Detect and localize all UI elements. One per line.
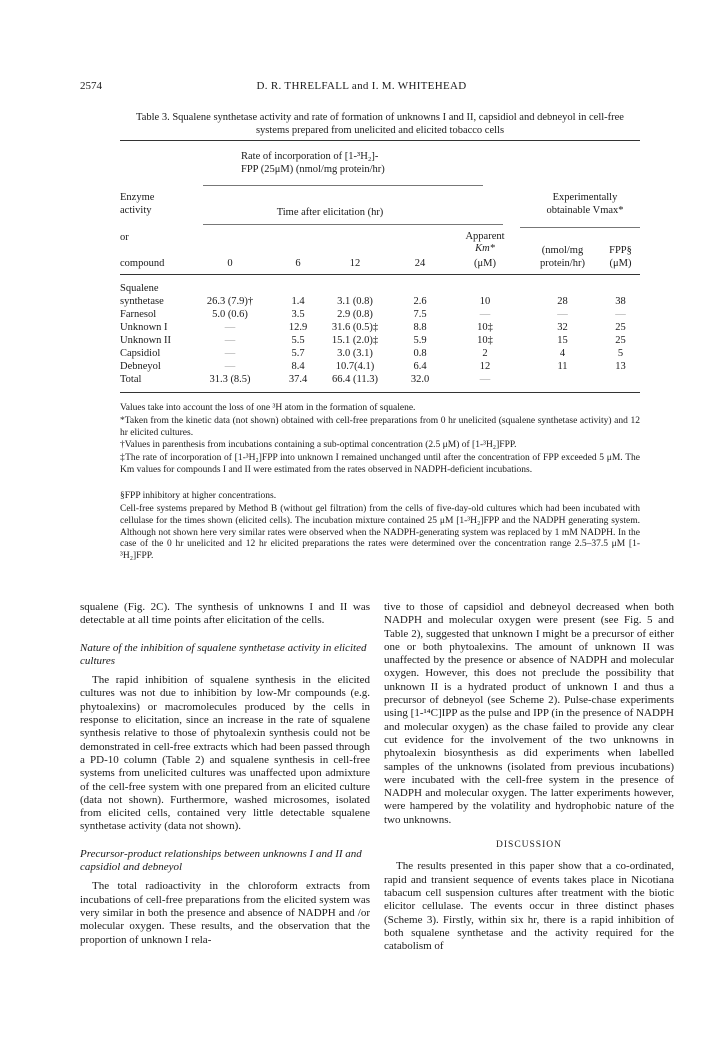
table-cell-c12: 15.1 (2.0)‡ — [331, 335, 379, 346]
table-cell-c24: 5.9 — [413, 335, 427, 346]
section-heading-precursor: Precursor-product relationships between unknowns I and II and capsidiol and debneyol — [80, 847, 362, 874]
table-cell-name: Farnesol — [120, 309, 157, 320]
table-cell-c6: 8.4 — [291, 361, 305, 372]
exp-header-2: obtainable Vmax* — [546, 205, 624, 216]
table-cell-km: 10 — [479, 296, 491, 307]
footnote-double-dagger: ‡The rate of incorporation of [1-³H₂]FPP into unknown I remained unchanged until after the concentration of FPP exceeded 5 μM. The Km values for compounds I and II were estimated from the rates observed in NADPH-deficient incubations. — [120, 453, 640, 475]
table-cell-km: 12 — [479, 361, 491, 372]
table-cell-fpp: 25 — [615, 335, 626, 346]
table-cell-vmax: 4 — [559, 348, 566, 359]
table-cell-name: Unknown I — [120, 322, 168, 333]
table-cell-c24: 8.8 — [413, 322, 427, 333]
footnote-methods: Cell-free systems prepared by Method B (without gel filtration) from the cells of five-day-old cultures which had been incubated with cellulase for the times shown (elicited cells). The incubation mixture contained 25 μM [1-³H₂]FPP and the NADPH generating system. Although not shown here very similar rates were observed when the NADPH-generating system was replaced by 1 mM NADPH. In the case of the 0 hr unelicited and 12 hr elicited preparations the rates were determined over the concentration range 2.5–37.5 μM [1-³H₂]FPP. — [120, 504, 640, 562]
discussion-heading: DISCUSSION — [496, 840, 562, 851]
col-header-0: 0 — [227, 258, 233, 269]
table-cell-c24: 2.6 — [413, 296, 427, 307]
table-cell-c12: 3.1 (0.8) — [337, 296, 373, 307]
stub-header-3: or — [120, 232, 129, 243]
table-cell-fpp: 25 — [615, 322, 626, 333]
running-header — [0, 80, 723, 94]
table-cell-name: synthetase — [120, 296, 164, 307]
right-column — [384, 601, 674, 953]
units-fpp-1: FPP§ — [609, 245, 632, 256]
span-header-rule — [203, 185, 483, 186]
left-column — [80, 601, 370, 947]
table-cell-name: Total — [120, 374, 142, 385]
table-cell-c0: 5.0 (0.6) — [212, 309, 248, 320]
table-cell-vmax: — — [557, 309, 568, 320]
table-cell-vmax: 15 — [557, 335, 568, 346]
table-cell-c0: — — [224, 348, 236, 359]
exp-header-1: Experimentally — [552, 192, 618, 203]
table-cell-name: Capsidiol — [120, 348, 161, 359]
left-paragraph-2: The rapid inhibition of squalene synthesis in the elicited cultures was not due to inhibition by low-Mr compounds (e.g. phytoalexins) or macromolecules produced by the cells in response to elicitation, since an increase in the rate of squalene synthesis relative to those of phytoalexin synthesis could not be demonstrated in cell-free extracts which had been passed through a PD-10 column (Table 2) and squalene synthesis in cell-free systems from unelicited cultures was unaffected upon admixture of the cell-free system with one prepared from an elicited culture (data not shown). Furthermore, washed microsomes, isolated from elicited cells, contained very little detectable squalene synthetase activity (data not shown). — [80, 674, 370, 833]
units-nmol-1: (nmol/mg — [541, 245, 584, 256]
table-cell-vmax: 28 — [557, 296, 568, 307]
col-header-24: 24 — [414, 258, 426, 269]
table-cell-c12: 10.7(4.1) — [335, 361, 375, 372]
table-cell-c12: 31.6 (0.5)‡ — [331, 322, 379, 333]
apparent-header-2: Km* — [475, 243, 495, 254]
right-paragraph-1: tive to those of capsidiol and debneyol decreased when both NADPH and molecular oxygen were present (see Fig. 5 and Table 2), suggested that unknown I might be a precursor of either one or both phytoalexins. The amount of unknown II was unaffected by the presence or absence of NADPH and molecular oxygen. However, this does not preclude the possibility that unknown II is a hydrated product of unknown I and thus a precursor of debneyol (see Scheme 2). Pulse-chase experiments using [1-¹⁴C]IPP as the pulse and IPP (in the presence of NADPH and molecular oxygen) as the chase failed to provide any clear cut evidence for the involvement of the two unknowns in phytoalexin biosynthesis as did experiments when labelled samples of the unknowns (isolated from previous incubations) were incubated with the cell-free system in the presence of NADPH and molecular oxygen. The latter experiments however, were hampered by the volatility and hydrophobic nature of the two unknowns. — [384, 601, 674, 826]
table-cell-km: 10‡ — [477, 335, 493, 346]
stub-header-1: Enzyme — [120, 192, 155, 203]
table-cell-name: Unknown II — [120, 335, 172, 346]
footnote-section: §FPP inhibitory at higher concentrations. — [120, 491, 277, 501]
table-cell-c24: 0.8 — [413, 348, 427, 359]
span-header-line2: FPP (25μM) (nmol/mg protein/hr) — [241, 164, 385, 175]
table-cell-c6: 37.4 — [288, 374, 308, 385]
col-header-12: 12 — [349, 258, 361, 269]
table-cell-c0: — — [224, 335, 236, 346]
page-number: 2574 — [80, 80, 102, 92]
section-heading-inhibition: Nature of the inhibition of squalene synthetase activity in elicited cultures — [80, 641, 367, 667]
table-cell-name: Squalene — [120, 283, 159, 294]
table-bottom-rule — [120, 392, 640, 393]
table-cell-c6: 12.9 — [288, 322, 308, 333]
table-cell-c12: 3.0 (3.1) — [337, 348, 373, 359]
table-cell-c0: 31.3 (8.5) — [209, 374, 251, 385]
table-cell-km: — — [479, 309, 491, 320]
table-cell-c0: — — [224, 361, 236, 372]
exp-header-rule — [520, 227, 640, 228]
col-header-um: (μM) — [474, 258, 496, 269]
table-cell-c6: 5.7 — [291, 348, 305, 359]
table-cell-km: — — [479, 374, 491, 385]
table-cell-c12: 66.4 (11.3) — [332, 374, 378, 385]
time-header: Time after elicitation (hr) — [276, 207, 384, 218]
footnote-values: Values take into account the loss of one ³H atom in the formation of squalene. — [120, 403, 416, 413]
col-header-6: 6 — [295, 258, 301, 269]
table-cell-c24: 6.4 — [413, 361, 427, 372]
units-fpp-2: (μM) — [609, 258, 632, 269]
left-paragraph-1: squalene (Fig. 2C). The synthesis of unknowns I and II was detectable at all time points after elicitation of the cells. — [80, 601, 370, 627]
table-cell-name: Debneyol — [120, 361, 161, 372]
table-cell-c6: 1.4 — [291, 296, 305, 307]
running-authors: D. R. THRELFALL and I. M. WHITEHEAD — [256, 80, 467, 92]
units-nmol-2: protein/hr) — [540, 258, 585, 269]
time-header-rule — [203, 224, 503, 225]
table-cell-km: 10‡ — [477, 322, 493, 333]
footnote-dagger: †Values in parenthesis from incubations containing a sub-optimal concentration (2.5 μM) of [1-³H₂]FPP. — [120, 440, 517, 450]
table-top-rule — [120, 140, 640, 141]
table-cell-km: 2 — [482, 348, 488, 359]
table-cell-fpp: — — [615, 309, 626, 320]
left-paragraph-3: The total radioactivity in the chloroform extracts from incubations of cell-free preparations from the elicited system was very similar in both the presence and absence of NADPH and /or molecular oxygen. These results, and the observation that the proportion of unknown I rela- — [80, 880, 370, 946]
stub-header-2: activity — [120, 205, 152, 216]
table-cell-c0: — — [224, 322, 236, 333]
table-cell-c6: 5.5 — [291, 335, 305, 346]
table-cell-vmax: 32 — [557, 322, 568, 333]
span-header-line1: Rate of incorporation of [1-³H₂]- — [241, 151, 379, 162]
table-cell-c24: 32.0 — [410, 374, 430, 385]
table-cell-c24: 7.5 — [413, 309, 427, 320]
table-cell-fpp: 13 — [615, 361, 626, 372]
table-cell-fpp: 5 — [617, 348, 624, 359]
right-paragraph-2: The results presented in this paper show that a co-ordinated, rapid and transient sequence of events takes place in Nicotiana tabacum cell suspension cultures after treatment with the biotic elicitor cellulase. The events occur in three distinct phases (Scheme 3). Firstly, within six hr, there is a rapid inhibition of both squalene synthetase and the activity required for the catabolism of — [384, 860, 674, 953]
footnote-star: *Taken from the kinetic data (not shown) obtained with cell-free preparations from 0 hr unelicited (squalene synthetase activity) and 12 hr elicited cultures. — [120, 416, 640, 438]
table-cell-c6: 3.5 — [291, 309, 305, 320]
table-header-rule — [120, 274, 640, 275]
apparent-header-1: Apparent — [465, 231, 505, 242]
table-cell-c0: 26.3 (7.9)† — [206, 296, 254, 307]
table-cell-vmax: 11 — [557, 361, 568, 372]
table-cell-fpp: 38 — [615, 296, 626, 307]
table-cell-c12: 2.9 (0.8) — [337, 309, 373, 320]
stub-header-4: compound — [120, 258, 165, 269]
table-caption: Table 3. Squalene synthetase activity and rate of formation of unknowns I and II, capsidiol and debneyol in cell-free systems prepared from unelicited and elicited tobacco cells — [136, 112, 624, 136]
